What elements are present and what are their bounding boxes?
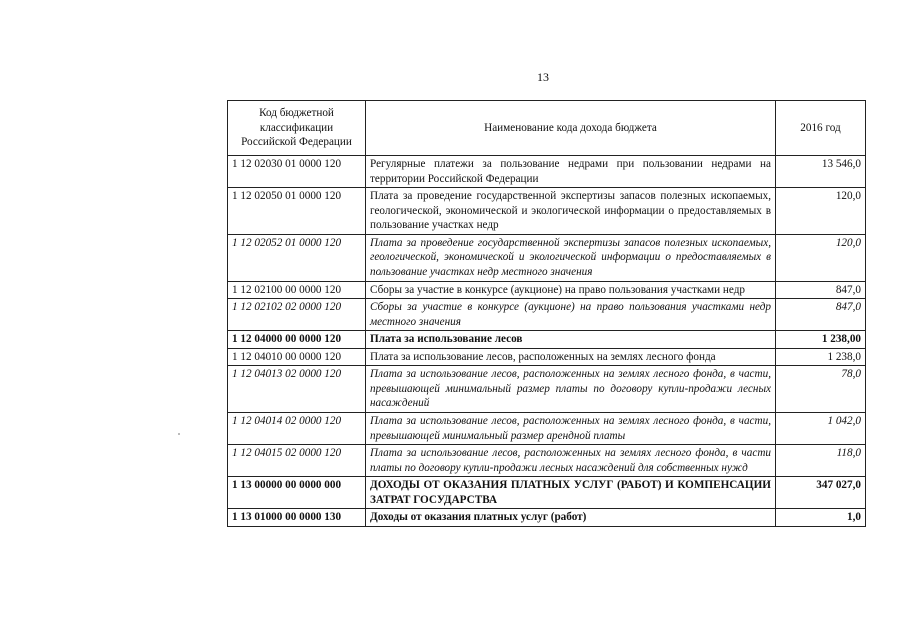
page-number: 13 [537, 70, 549, 84]
row-code: 1 13 01000 00 0000 130 [228, 509, 366, 527]
row-code: 1 12 02030 01 0000 120 [228, 156, 366, 188]
row-name: Доходы от оказания платных услуг (работ) [366, 509, 776, 527]
row-value: 847,0 [776, 299, 866, 331]
row-name: Плата за использование лесов [366, 331, 776, 349]
row-name: Плата за использование лесов, расположенных на землях лесного фонда, в части платы по договору купли-продажи лесных насаждений для собственных нужд [366, 445, 776, 477]
table-row [228, 413, 866, 445]
row-code: 1 12 02052 01 0000 120 [228, 234, 366, 281]
row-value: 120,0 [776, 188, 866, 235]
row-code: 1 12 02050 01 0000 120 [228, 188, 366, 235]
row-value: 1 042,0 [776, 413, 866, 445]
table-row [228, 348, 866, 366]
row-value: 78,0 [776, 366, 866, 413]
row-name: Плата за проведение государственной экспертизы запасов полезных ископаемых, геологической, экономической и экологической информации о предоставляемых в пользование участках недр [366, 188, 776, 235]
row-value: 118,0 [776, 445, 866, 477]
row-value: 1,0 [776, 509, 866, 527]
row-value: 847,0 [776, 281, 866, 299]
row-code: 1 12 04010 00 0000 120 [228, 348, 366, 366]
row-code: 1 12 02100 00 0000 120 [228, 281, 366, 299]
row-name: Плата за использование лесов, расположенных на землях лесного фонда, в части, превышающей минимальный размер платы по договору купли-продажи лесных насаждений [366, 366, 776, 413]
table-row [228, 234, 866, 281]
row-code: 1 12 02102 02 0000 120 [228, 299, 366, 331]
row-code: 1 12 04000 00 0000 120 [228, 331, 366, 349]
header-year: 2016 год [776, 101, 866, 156]
row-name: Плата за проведение государственной экспертизы запасов полезных ископаемых, геологической, экономической и экологической информации о предоставляемых в пользование участках недр местного значения [366, 234, 776, 281]
table-row [228, 445, 866, 477]
table-row [228, 188, 866, 235]
table-row [228, 281, 866, 299]
header-code: Код бюджетной классификации Российской Федерации [228, 101, 366, 156]
row-name: Регулярные платежи за пользование недрами при пользовании недрами на территории Российской Федерации [366, 156, 776, 188]
table-row [228, 299, 866, 331]
row-name: Сборы за участие в конкурсе (аукционе) на право пользования участками недр [366, 281, 776, 299]
row-code: 1 12 04015 02 0000 120 [228, 445, 366, 477]
row-value: 1 238,00 [776, 331, 866, 349]
row-value: 120,0 [776, 234, 866, 281]
table-row [228, 509, 866, 527]
row-name: ДОХОДЫ ОТ ОКАЗАНИЯ ПЛАТНЫХ УСЛУГ (РАБОТ) И КОМПЕНСАЦИИ ЗАТРАТ ГОСУДАРСТВА [366, 477, 776, 509]
row-code: 1 13 00000 00 0000 000 [228, 477, 366, 509]
row-name: Плата за использование лесов, расположенных на землях лесного фонда, в части, превышающей минимальный размер арендной платы [366, 413, 776, 445]
table-header-row [228, 101, 866, 156]
row-value: 13 546,0 [776, 156, 866, 188]
row-code: 1 12 04013 02 0000 120 [228, 366, 366, 413]
row-name: Сборы за участие в конкурсе (аукционе) на право пользования участками недр местного значения [366, 299, 776, 331]
table-row [228, 477, 866, 509]
table-row [228, 331, 866, 349]
budget-revenue-table [227, 100, 866, 527]
table-row [228, 366, 866, 413]
row-value: 1 238,0 [776, 348, 866, 366]
header-name: Наименование кода дохода бюджета [366, 101, 776, 156]
row-value: 347 027,0 [776, 477, 866, 509]
table-row [228, 156, 866, 188]
scan-speck [178, 433, 180, 435]
row-code: 1 12 04014 02 0000 120 [228, 413, 366, 445]
row-name: Плата за использование лесов, расположенных на землях лесного фонда [366, 348, 776, 366]
table-body [228, 156, 866, 527]
